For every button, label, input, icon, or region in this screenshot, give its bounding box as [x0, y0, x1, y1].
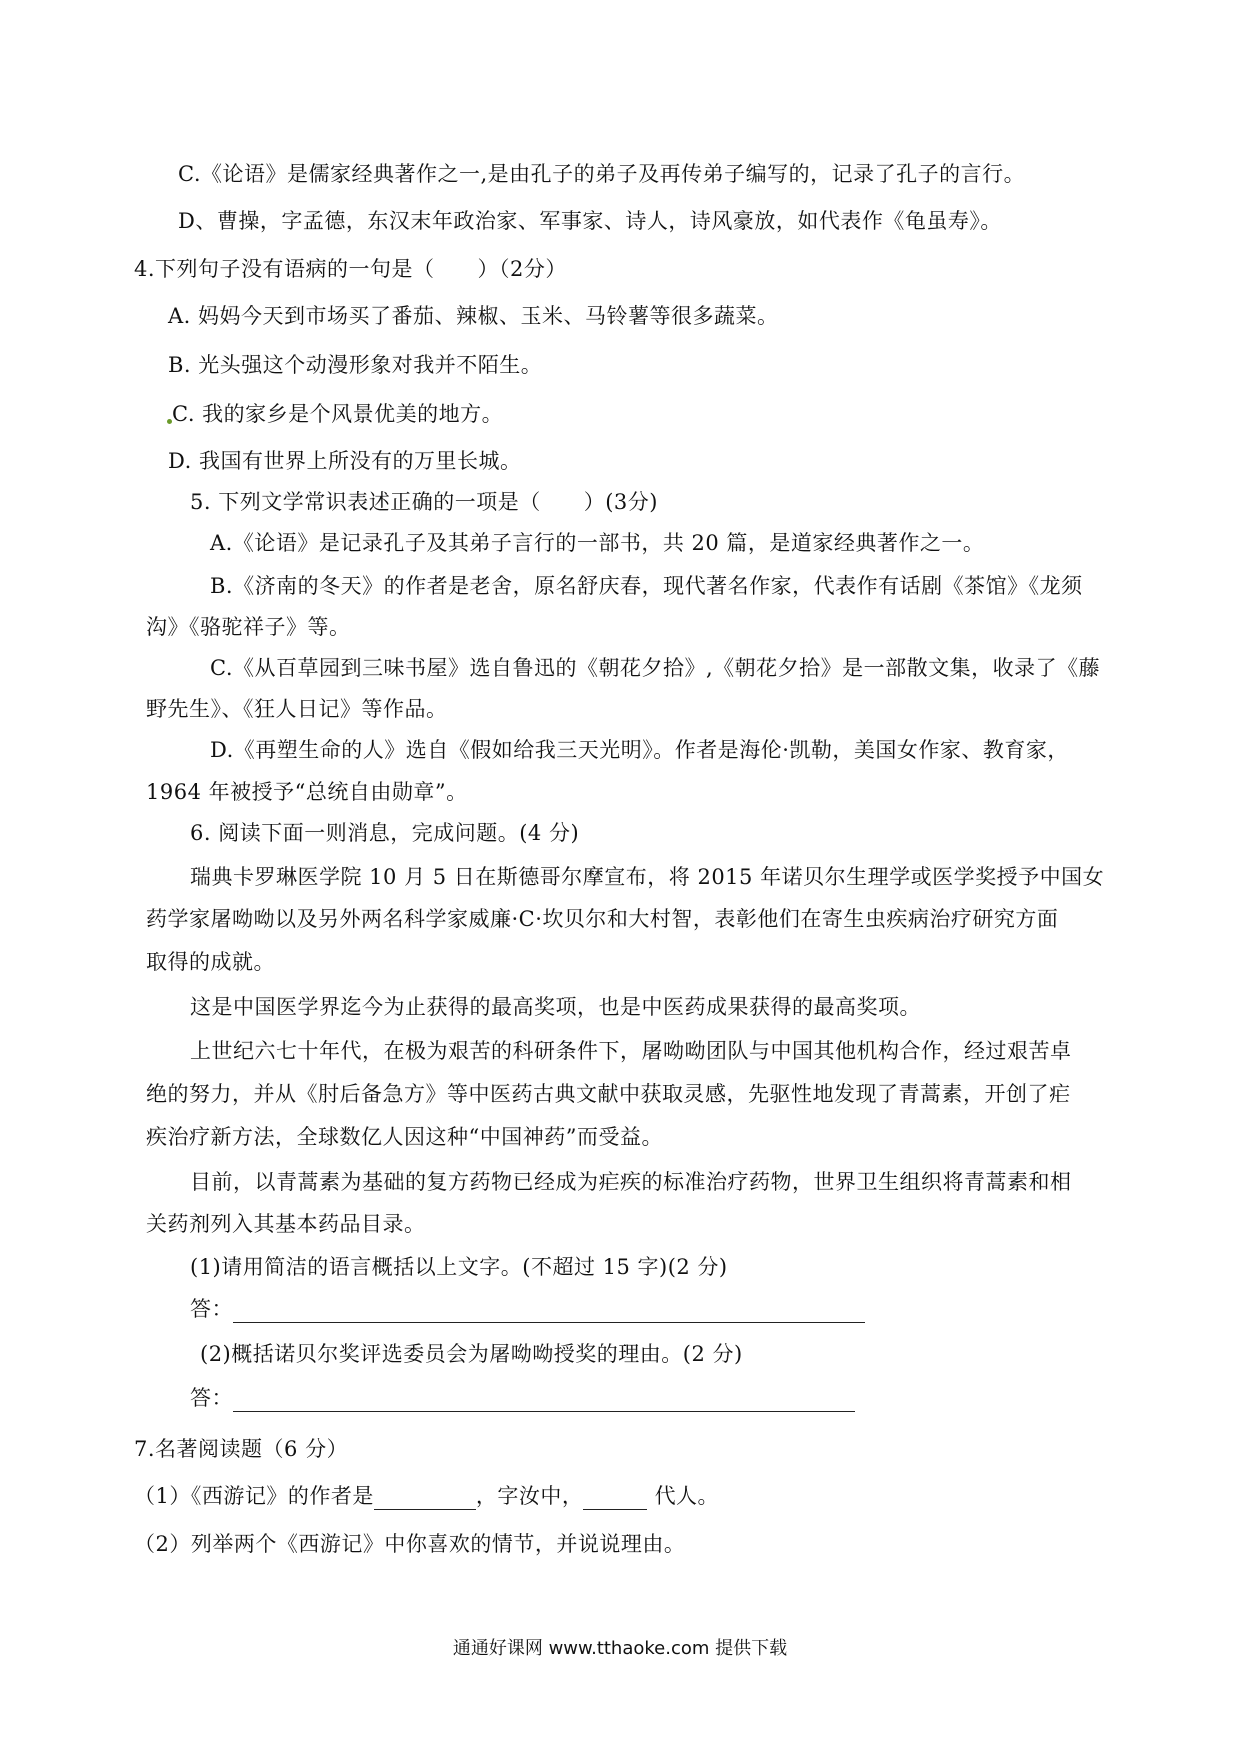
q6-para3-line1: 上世纪六七十年代，在极为艰苦的科研条件下，屠呦呦团队与中国其他机构合作，经过艰苦卓 [190, 1039, 1072, 1063]
q6-para2: 这是中国医学界迄今为止获得的最高奖项，也是中医药成果获得的最高奖项。 [190, 995, 921, 1019]
q4-option-c: C. 我的家乡是个风景优美的地方。 [172, 402, 504, 426]
q7-sub2: （2）列举两个《西游记》中你喜欢的情节，并说说理由。 [134, 1532, 686, 1556]
q4-option-d: D. 我国有世界上所没有的万里长城。 [168, 449, 522, 473]
q5-option-c-line2: 野先生》、《狂人日记》等作品。 [146, 697, 448, 721]
q7-sub1-part-a: （1）《西游记》的作者是 [134, 1484, 374, 1508]
author-blank[interactable] [374, 1487, 476, 1510]
answer-label: 答： [190, 1386, 233, 1410]
q4-stem: 4.下列句子没有语病的一句是（ ）（2分） [134, 257, 567, 281]
q3-option-c: C.《论语》是儒家经典著作之一,是由孔子的弟子及再传弟子编写的，记录了孔子的言行。 [178, 162, 1026, 186]
q6-sub2: (2)概括诺贝尔奖评选委员会为屠呦呦授奖的理由。(2 分) [200, 1342, 743, 1366]
q7-sub1-part-c: 代人。 [654, 1484, 720, 1508]
footer-source: 通通好课网 www.tthaoke.com 提供下载 [452, 1638, 788, 1659]
q5-option-c-line1: C.《从百草园到三味书屋》选自鲁迅的《朝花夕拾》,《朝花夕拾》是一部散文集，收录了《藤 [210, 656, 1101, 680]
q6-answer1-row [190, 1295, 865, 1323]
q6-para3-line2: 绝的努力，并从《肘后备急方》等中医药古典文献中获取灵感，先驱性地发现了青蒿素，开创了疟 [146, 1082, 1071, 1106]
answer1-blank[interactable] [233, 1300, 865, 1323]
q7-sub1-row [134, 1482, 719, 1510]
q6-para1-line1: 瑞典卡罗琳医学院 10 月 5 日在斯德哥尔摩宣布，将 2015 年诺贝尔生理学或医学奖授予中国女 [190, 865, 1105, 889]
dynasty-blank[interactable] [583, 1487, 647, 1510]
q7-sub1-part-b: ，字汝中， [475, 1484, 584, 1508]
q6-stem: 6. 阅读下面一则消息，完成问题。(4 分) [190, 821, 580, 845]
q6-para1-line3: 取得的成就。 [146, 950, 275, 974]
q5-option-b-line2: 沟》《骆驼祥子》等。 [146, 615, 351, 639]
q4-option-a: A. 妈妈今天到市场买了番茄、辣椒、玉米、马铃薯等很多蔬菜。 [168, 304, 779, 328]
q6-para3-line3: 疾治疗新方法，全球数亿人因这种“中国神药”而受益。 [146, 1125, 663, 1149]
q6-answer2-row [190, 1384, 855, 1412]
q5-option-d-line2: 1964 年被授予“总统自由勋章”。 [146, 780, 468, 804]
answer-label: 答： [190, 1297, 233, 1321]
q6-para4-line2: 关药剂列入其基本药品目录。 [146, 1212, 426, 1236]
q5-option-a: A.《论语》是记录孔子及其弟子言行的一部书，共 20 篇，是道家经典著作之一。 [210, 531, 985, 555]
q3-option-d: D、曹操，字孟德，东汉末年政治家、军事家、诗人，诗风豪放，如代表作《龟虽寿》。 [178, 209, 1002, 233]
q5-stem: 5. 下列文学常识表述正确的一项是（ ）(3分) [190, 490, 658, 514]
q6-sub1: (1)请用简洁的语言概括以上文字。(不超过 15 字)(2 分) [190, 1255, 728, 1279]
q4-option-b: B. 光头强这个动漫形象对我并不陌生。 [168, 353, 543, 377]
q5-option-d-line1: D.《再塑生命的人》选自《假如给我三天光明》。作者是海伦·凯勒，美国女作家、教育家， [210, 738, 1069, 762]
answer2-blank[interactable] [233, 1389, 855, 1412]
q7-stem: 7.名著阅读题（6 分） [134, 1437, 349, 1461]
q6-para1-line2: 药学家屠呦呦以及另外两名科学家威廉·C·坎贝尔和大村智，表彰他们在寄生虫疾病治疗研究方面 [146, 907, 1059, 931]
q6-para4-line1: 目前，以青蒿素为基础的复方药物已经成为疟疾的标准治疗药物，世界卫生组织将青蒿素和相 [190, 1170, 1072, 1194]
q5-option-b-line1: B.《济南的冬天》的作者是老舍，原名舒庆春，现代著名作家，代表作有话剧《茶馆》《龙须 [210, 574, 1083, 598]
